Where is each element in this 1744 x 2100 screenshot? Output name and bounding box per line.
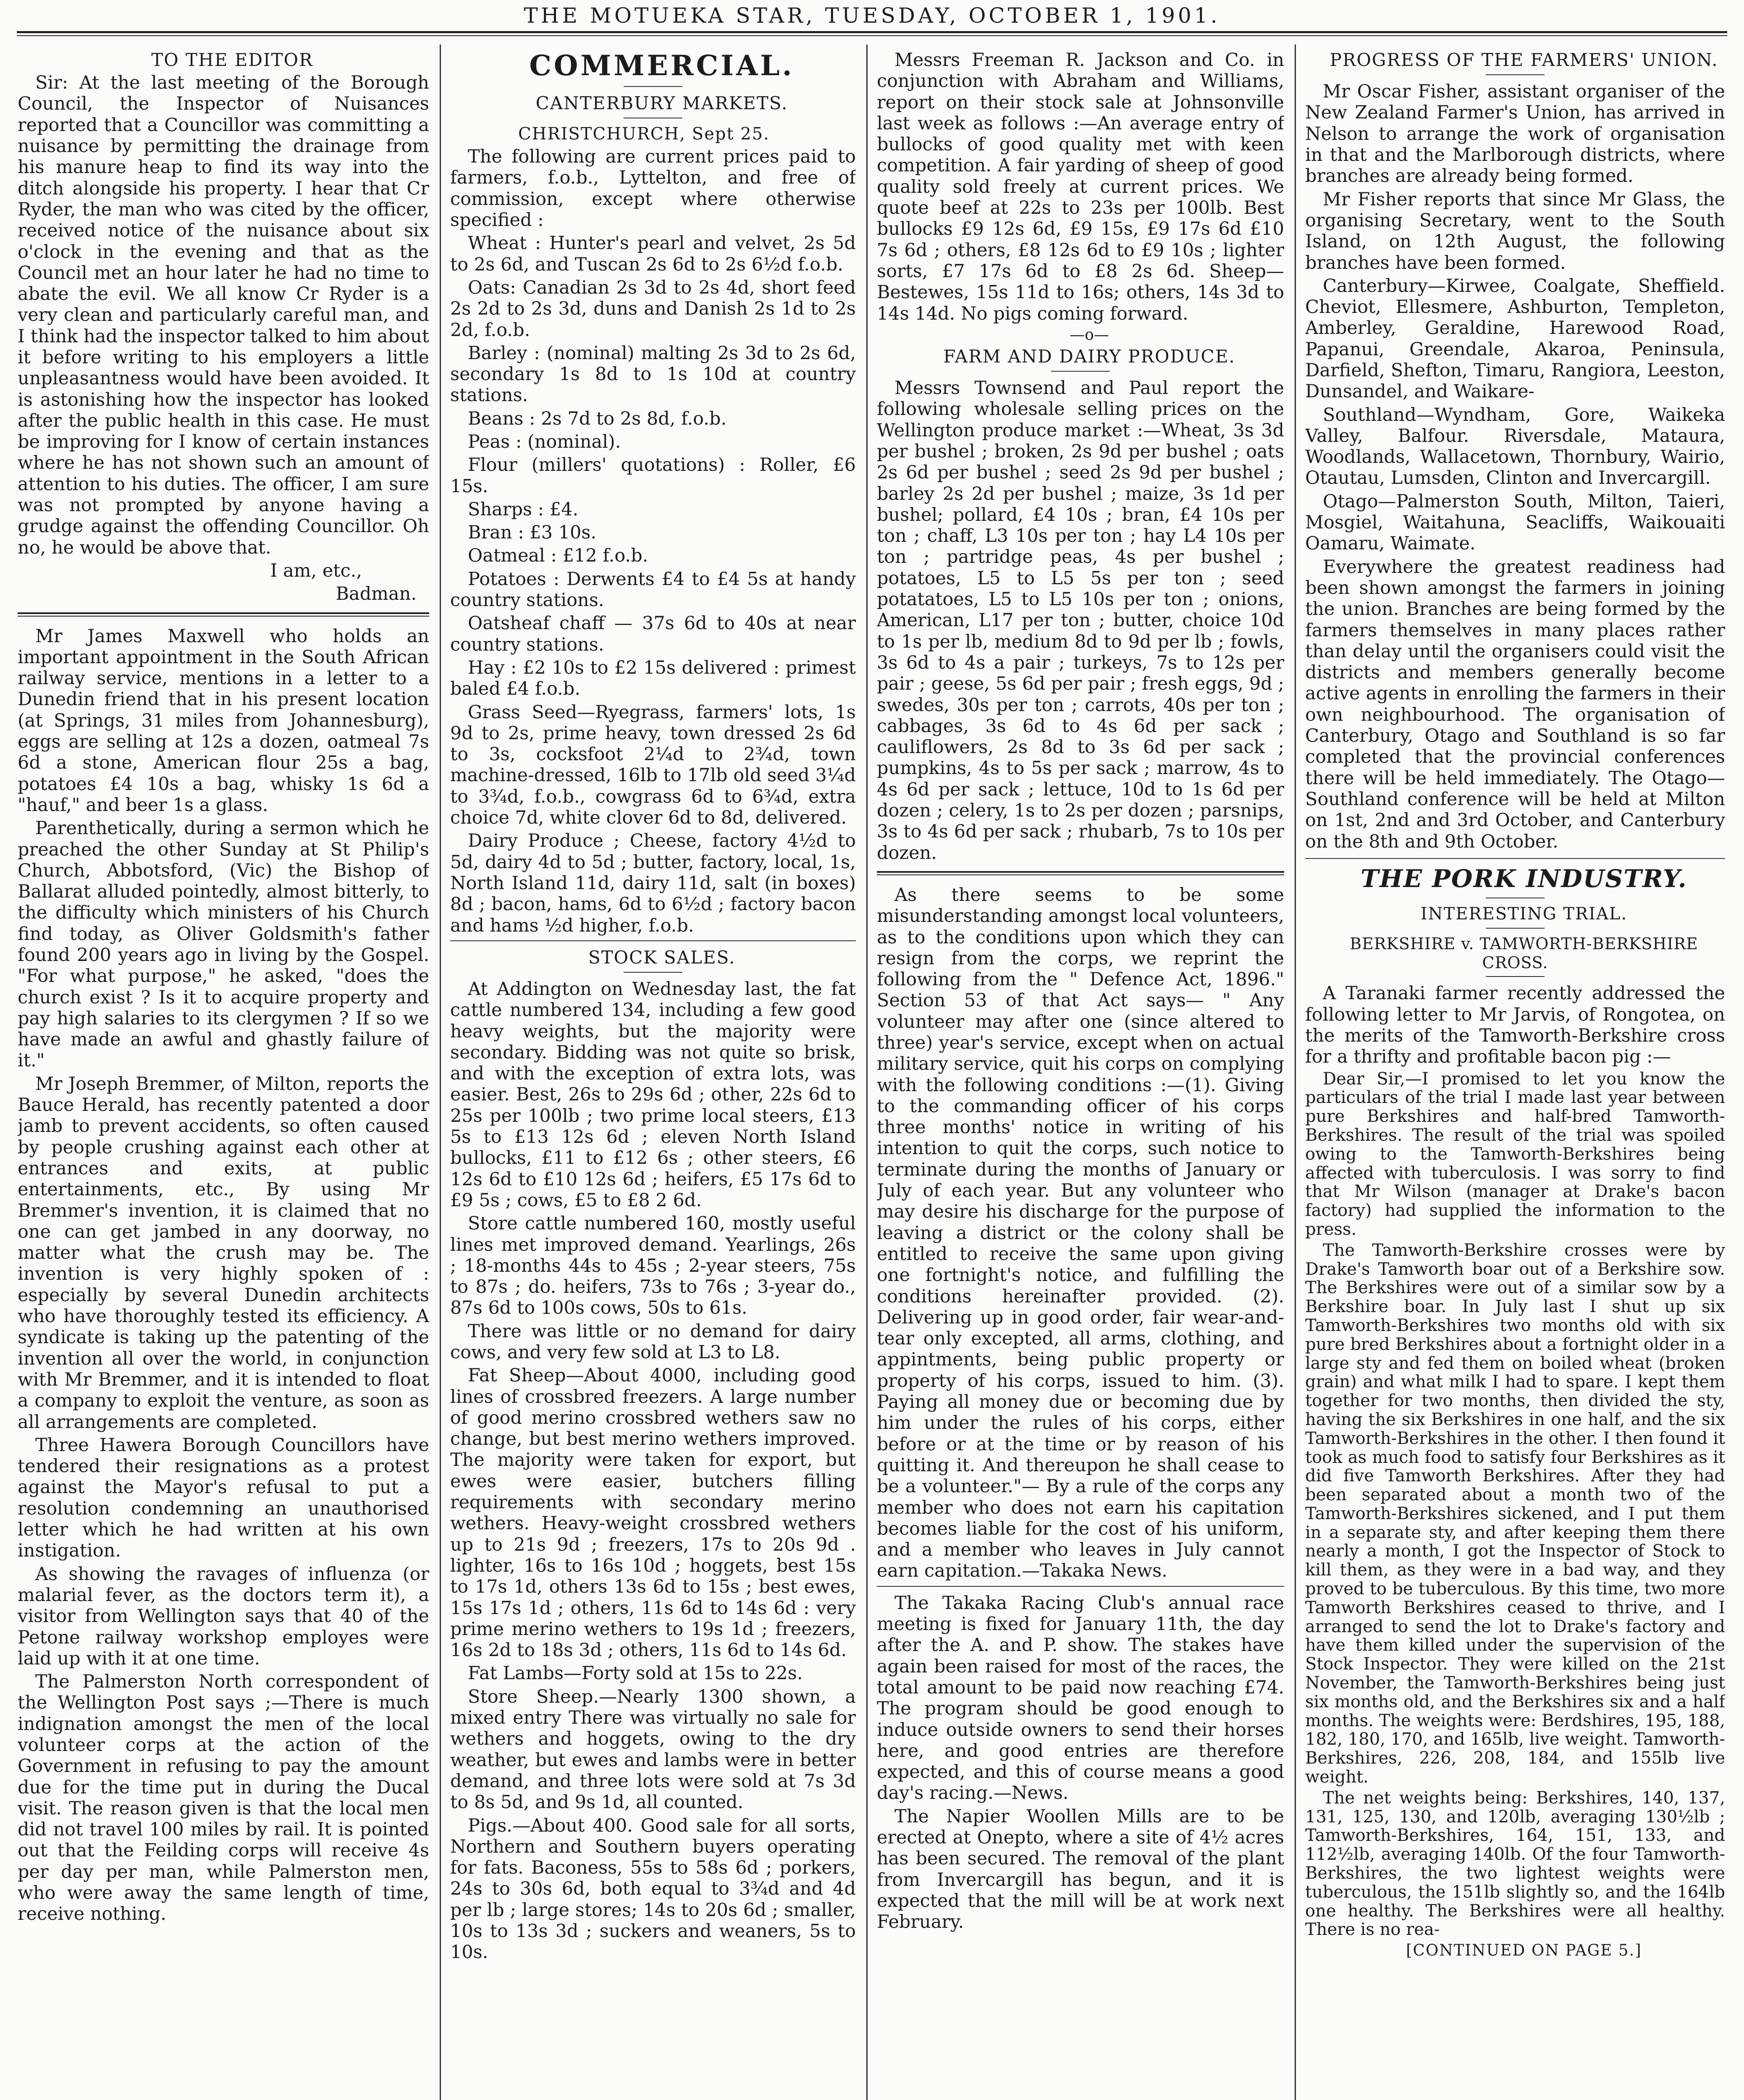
pork-subheading: INTERESTING TRIAL. xyxy=(1420,904,1628,924)
section-rule xyxy=(1305,858,1725,859)
market-wheat: Wheat : Hunter's pearl and velvet, 2s 5d to 2s 6d, and Tuscan 2s 6d to 2s 6½d f.o.b. xyxy=(450,233,856,275)
article-takaka: The Takaka Racing Club's annual race meeting is fixed for January 11th, the day after the A. and P. show. The stakes have again been raised for most of the races, the total amount to be paid now reaching £74. The program should be good enough to induce outside owners to send their horses here, and good entries are therefore expected, and this of course means a good day's racing.—News. xyxy=(877,1592,1284,1804)
article-influenza: As showing the ravages of influenza (or malarial fever, as the doctors term it), a visitor from Wellington says that 40 of the Petone railway workshop employes were laid up with it at one time. xyxy=(18,1563,429,1669)
pork-heading: THE PORK INDUSTRY. xyxy=(1361,864,1687,893)
stock-fat-lambs: Fat Lambs—Forty sold at 15s to 22s. xyxy=(468,1663,803,1684)
markets-intro: The following are current prices paid to farmers, f.o.b., Lyttelton, and free of commission, except where otherwise specified : xyxy=(450,146,856,231)
column-3 xyxy=(877,50,1284,2100)
market-flour: Flour (millers' quotations) : Roller, £6 15s. xyxy=(450,454,856,497)
markets-heading: CANTERBURY MARKETS. xyxy=(535,93,788,114)
pork-letter-1: Dear Sir,—I promised to let you know the particulars of the trial I made last year between pure Berkshires and half-bred Tamworth-Berkshires. The result of the trial was spoiled owing to the Tamworth-Berkshires being affected with tuberculosis. I was sorry to find that Mr Wilson (manager at Drake's bacon factory) had supplied the information to the press. xyxy=(1305,1069,1725,1239)
market-hay: Hay : £2 10s to £2 15s delivered : primest baled £4 f.o.b. xyxy=(450,657,856,700)
editor-letter: Sir: At the last meeting of the Borough Council, the Inspector of Nuisances reported that a Councillor was committing a nuisance by permitting the drainage from his manure heap to find its way into the ditch alongside his property. I hear that Cr Ryder, the man who was cited by the officer, received notice of the nuisance about six o'clock in the evening and that as the Council met an hour later he had no time to abate the evil. We all know Cr Ryder is a very clean and particularly careful man, and I think had the inspector talked to him about it before writing to his employers a little unpleasantness would have been avoided. It is astonishing how the inspector has looked after the public health in this case. He must be improving for I know of certain instances where he has not shown such an amount of attention to his duties. The officer, I am sure was not prompted by anyone having a grudge against the offending Councillor. Oh no, he would be above that. xyxy=(18,72,429,558)
editor-signoff: I am, etc., xyxy=(270,560,362,581)
column-rule-3 xyxy=(1295,45,1296,2100)
editor-heading: TO THE EDITOR xyxy=(151,50,313,70)
dateline: CHRISTCHURCH, Sept 25. xyxy=(518,124,770,144)
market-dairy: Dairy Produce ; Cheese, factory 4½d to 5d, dairy 4d to 5d ; butter, factory, local, 1s, North Island 11d, dairy 11d, salt (in boxes) 8d ; bacon, hams, 6d to 6½d ; factory bacon and hams ½d higher, f.o.b. xyxy=(450,830,856,936)
stock-fat-sheep: Fat Sheep—About 4000, including good lines of crossbred freezers. A large number of good merino crossbred wethers saw no change, but best merino wethers improved. The majority were taken for export, but ewes were easier, butchers filling requirements with secondary merino wethers. Heavy-weight crossbred wethers up to 21s 9d ; freezers, 17s to 20s 9d . lighter, 16s to 16s 10d ; hoggets, best 15s to 17s 1d, others 13s 6d to 15s ; best ewes, 15s 17s 1d ; others, 11s 6d to 14s 6d : very prime merino wethers to 19s 1d ; freezers, 16s 2d to 18s 3d ; others, 11s 6d to 14s 6d. xyxy=(450,1365,856,1661)
farm-heading: FARM AND DAIRY PRODUCE. xyxy=(943,346,1235,367)
short-rule xyxy=(1486,74,1545,75)
section-rule xyxy=(18,612,429,617)
continued-notice: [CONTINUED ON PAGE 5.] xyxy=(1406,1941,1642,1960)
stock-store-cattle: Store cattle numbered 160, mostly useful lines met improved demand. Yearlings, 26s ; 18-months 44s to 45s ; 2-year steers, 75s to 87s ; do. heifers, 73s to 76s ; 3-year do., 87s 6d to 100s cows, 50s to 61s. xyxy=(450,1213,856,1319)
editor-name: Badman. xyxy=(336,583,417,605)
pork-letter-3: The net weights being: Berkshires, 140, 137, 131, 125, 130, and 120lb, averaging 130½lb ; Tamworth-Berkshires, 164, 151, 133, and 112½lb, averaging 140lb. Of the four Tamworth-Berkshires, the two lightest weights were tuberculous, the 151lb slightly so, and the 164lb one healthy. The Berkshires were all healthy. There is no rea- xyxy=(1305,1788,1725,1940)
article-volunteers: As there seems to be some misunderstanding amongst local volunteers, as to the conditions upon which they can resign from the corps, we reprint the following from the " Defence Act, 1896." Section 53 of that Act says— " Any volunteer may after one (since altered to three) year's service, except when on actual military service, quit his corps on complying with the following conditions :—(1). Giving to the commanding officer of his corps three months' notice in writing of his intention to quit the corps, such notice to terminate during the months of January or July of each year. But any volunteer who may desire his discharge for the purpose of leaving a district or the colony shall be entitled to receive the same upon giving one fortnight's notice, and fulfilling the conditions hereinafter provided. (2). Delivering up in good order, fair wear-and-tear only excepted, all arms, clothing, and appintments, being public property or property of his corps, issued to him. (3). Paying all money due or becoming due by him under the rules of his corps, either before or at the time or by reason of his quitting it. And thereupon he shall cease to be a volunteer."— By a rule of the corps any member who does not earn his capitation becomes liable for the cost of his uniform, and a member who leaves in July cannot earn capitation.—Takaka News. xyxy=(877,884,1284,1582)
market-bran: Bran : £3 10s. xyxy=(468,522,597,543)
column-rule-1 xyxy=(440,45,441,2100)
section-rule xyxy=(877,1586,1284,1587)
union-canterbury: Canterbury—Kirwee, Coalgate, Sheffield. Cheviot, Ellesmere, Ashburton, Templeton, Amberley, Geraldine, Harewood Road, Papanui, Greendale, Akaroa, Peninsula, Darfield, Shefton, Timaru, Rangiora, Leeston, Dunsandel, and Waikare- xyxy=(1305,275,1725,402)
column-1 xyxy=(18,50,429,2100)
farm-produce: Messrs Townsend and Paul report the following wholesale selling prices on the Wellington produce market :—Wheat, 3s 3d per bushel ; broken, 2s 9d per bushel ; oats 2s 6d per bushel ; seed 2s 9d per bushel ; barley 2s 2d per bushel ; maize, 3s 1d per bushel; pollard, £4 10s ; bran, £4 10s per ton ; chaff, L3 10s per ton ; hay L4 10s per ton ; partridge peas, 4s per bushel ; potatoes, L5 to L5 5s per ton ; seed potatatoes, L5 to L5 10s per ton ; onions, American, L17 per ton ; butter, choice 10d to 1s per lb, medium 8d to 9d per lb ; fowls, 3s 6d to 4s a pair ; turkeys, 7s to 12s per pair ; geese, 5s 6d per pair ; fresh eggs, 9d ; swedes, 30s per ton ; carrots, 40s per ton ; cabbages, 3s 6d to 4s 6d per sack ; cauliflowers, 2s 8d to 3s 6d per sack ; pumpkins, 4s to 5s per sack ; marrow, 4s to 4s 6d per sack ; lettuce, 10d to 1s 6d per dozen ; celery, 1s to 2s per dozen ; parsnips, 3s to 4s 6d per sack ; rhubarb, 7s to 10s per dozen. xyxy=(877,378,1284,864)
article-sermon: Parenthetically, during a sermon which he preached the other Sunday at St Philip's Church, Abbotsford, (Vic) the Bishop of Ballarat alluded pointedly, almost bitterly, to the difficulty which ministers of his Church find today, as Oliver Goldsmith's father found 200 years ago in living by the Gospel. "For what purpose," he asked, "does the church exist ? Is it to acquire property and pay high salaries to its clergymen ? If so we have made an awful and ghastly failure of it." xyxy=(18,818,429,1071)
masthead-rule xyxy=(17,31,1727,36)
column-2 xyxy=(450,50,856,2100)
section-rule xyxy=(877,871,1284,875)
market-beans: Beans : 2s 7d to 2s 8d, f.o.b. xyxy=(468,408,727,429)
market-grass-seed: Grass Seed—Ryegrass, farmers' lots, 1s 9d to 2s, prime heavy, town dressed 2s 6d to 3s, cocksfoot 2¼d to 2¾d, town machine-dressed, 16lb to 17lb old seed 3¼d to 3¾d, f.o.b., cowgrass 6d to 6¾d, extra choice 7d, white clover 6d to 8d, delivered. xyxy=(450,701,856,829)
short-rule xyxy=(1486,976,1545,977)
stock-dairy-cows: There was little or no demand for dairy cows, and very few sold at L3 to L8. xyxy=(450,1320,856,1363)
union-para-2: Mr Fisher reports that since Mr Glass, the organising Secretary, went to the South Island, on 12th August, the following branches have been formed. xyxy=(1305,189,1725,273)
section-rule xyxy=(450,940,856,941)
pork-subheading-2: BERKSHIRE v. TAMWORTH-BERKSHIRE CROSS. xyxy=(1350,934,1698,972)
short-rule xyxy=(1486,928,1545,929)
stock-heading: STOCK SALES. xyxy=(588,947,736,968)
market-sharps: Sharps : £4. xyxy=(468,499,579,520)
union-southland: Southland—Wyndham, Gore, Waikeka Valley, Balfour. Riversdale, Mataura, Woodlands, Wallacetown, Thornbury, Wairio, Otautau, Lumsden, Clinton and Invercargill. xyxy=(1305,404,1725,489)
stock-pigs: Pigs.—About 400. Good sale for all sorts, Northern and Southern buyers operating for fats. Baconess, 55s to 58s 6d ; porkers, 24s to 30s 6d, both equal to 3¾d and 4d per lb ; large stores; 14s to 20s 6d ; smaller, 10s to 13s 3d ; suckers and weaners, 5s to 10s. xyxy=(450,1815,856,1963)
market-chaff: Oatsheaf chaff — 37s 6d to 40s at near country stations. xyxy=(450,613,856,655)
short-rule xyxy=(624,86,682,87)
union-heading: PROGRESS OF THE FARMERS' UNION. xyxy=(1330,50,1718,70)
divider: —o— xyxy=(1070,326,1109,344)
pork-letter-2: The Tamworth-Berkshire crosses were by Drake's Tamworth boar out of a Berkshire sow. The Berkshires were out of a similar sow by a Berkshire boar. In July last I shut up six Tamworth-Berkshires two months old with six pure bred Berkshires about a fortnight older in a large sty and fed them on boiled wheat (broken grain) and what milk I had to spare. I kept them together for two months, then divided the sty, having the six Berkshires in one half, and the six Tamworth-Berkshires in the other. I then found it took as much food to satisfy four Berkshires as it did five Tamworth Berkshires. After they had been separated about a month two of the Tamworth-Berkshires sickened, and I put them in a separate sty, and after keeping them there nearly a month, I got the Inspector of Stock to kill them, as they were in a bad way, and they proved to be tuberculous. By this time, two more Tamworth Berkshires ceased to thrive, and I arranged to send the lot to Drake's factory and have them killed under the supervision of the Stock Inspector. They were killed on the 21st November, the Tamworth-Berkshires being just six months old, and the Berkshires six and a half months. The weights were: Berdshires, 195, 188, 182, 180, 170, and 165lb, live weight. Tamworth-Berkshires, 226, 208, 184, and 155lb live weight. xyxy=(1305,1240,1725,1787)
article-napier: The Napier Woollen Mills are to be erected at Onepto, where a site of 4½ acres has been secured. The removal of the plant from Invercargill has begun, and it is expected that the mill will be at work next February. xyxy=(877,1806,1284,1933)
short-rule xyxy=(624,972,682,973)
market-potatoes: Potatoes : Derwents £4 to £4 5s at handy country stations. xyxy=(450,568,856,611)
masthead: THE MOTUEKA STAR, TUESDAY, OCTOBER 1, 1901. xyxy=(524,3,1220,28)
column-4 xyxy=(1305,50,1725,2100)
union-otago: Otago—Palmerston South, Milton, Taieri, Mosgiel, Waitahuna, Seacliffs, Waikouaiti Oamaru, Waimate. xyxy=(1305,491,1725,554)
market-oats: Oats: Canadian 2s 3d to 2s 4d, short feed 2s 2d to 2s 3d, duns and Danish 2s 1d to 2s 2d, f.o.b. xyxy=(450,277,856,341)
pork-intro: A Taranaki farmer recently addressed the following letter to Mr Jarvis, of Rongotea, on the merits of the Tamworth-Berkshire cross for a thrifty and profitable bacon pig :— xyxy=(1305,983,1725,1068)
article-johnsonville: Messrs Freeman R. Jackson and Co. in conjunction with Abraham and Williams, report on their stock sale at Johnsonville last week as follows :—An average entry of bullocks of good quality met with keen competition. A fair yarding of sheep of good quality sold freely at current prices. We quote beef at 22s to 23s per 100lb. Best bullocks £9 12s 6d, £9 15s, £9 17s 6d £10 7s 6d ; others, £8 12s 6d to £9 10s ; lighter sorts, £7 17s 6d to £8 2s 6d. Sheep—Bestewes, 15s 11d to 16s; others, 14s 3d to 14s 14d. No pigs coming forward. xyxy=(877,50,1284,324)
stock-store-sheep: Store Sheep.—Nearly 1300 shown, a mixed entry There was virtually no sale for wethers and hoggets, owing to the dry weather, but ewes and lambs were in better demand, and three lots were sold at 7s 3d to 8s 5d, and 9s 1d, all counted. xyxy=(450,1686,856,1813)
market-oatmeal: Oatmeal : £12 f.o.b. xyxy=(468,545,648,567)
stock-cattle: At Addington on Wednesday last, the fat cattle numbered 134, including a few good heavy weights, but the majority were secondary. Bidding was not quite so brisk, and with the exception of extra lots, was easier. Best, 26s to 29s 6d ; other, 22s 6d to 25s per 100lb ; two prime local steers, £13 5s to £13 12s 6d ; eleven North Island bullocks, £11 to £12 6s ; other steers, £6 12s 6d to £10 12s 6d ; heifers, £5 17s 6d to £9 5s ; cows, £5 to £8 2 6d. xyxy=(450,978,856,1211)
commercial-heading: COMMERCIAL. xyxy=(529,50,795,82)
article-maxwell: Mr James Maxwell who holds an important appointment in the South African railway service, mentions in a letter to a Dunedin friend that in his present location (at Springs, 31 miles from Johannesburg), eggs are selling at 12s a dozen, oatmeal 7s 6d a stone, American flour 25s a bag, potatoes £4 10s a bag, whisky 1s 6d a "hauf," and beer 1s a glass. xyxy=(18,625,429,816)
short-rule xyxy=(1051,371,1110,372)
article-bremmer: Mr Joseph Bremmer, of Milton, reports the Bauce Herald, has recently patented a door jamb to prevent accidents, so often caused by people crushing against each other at entrances and exits, at public entertainments, etc., By using Mr Bremmer's invention, it is claimed that no one can get jambed in any doorway, no matter what the crush may be. The invention is very highly spoken of : especially by several Dunedin architects who have thoroughly tested its efficiency. A syndicate is taking up the patenting of the invention all over the world, in conjunction with Mr Bremmer, and it is intended to float a company to exploit the venture, as soon as all arrangements are completed. xyxy=(18,1073,429,1433)
market-peas: Peas : (nominal). xyxy=(468,431,621,452)
article-hawera: Three Hawera Borough Councillors have tendered their resignations as a protest against the Mayor's refusal to put a resolution condemning an unauthorised letter which he had written at his own instigation. xyxy=(18,1434,429,1562)
column-rule-2 xyxy=(866,45,868,2100)
article-palmerston: The Palmerston North correspondent of the Wellington Post says ;—There is much indignation amongst the men of the local volunteer corps at the action of the Government in refusing to pay the amount due for the time put in during the Ducal visit. The reason given is that the local men did not travel 100 miles by rail. It is pointed out that the Feilding corps will receive 4s per day per man, while Palmerston men, who were away the same length of time, receive nothing. xyxy=(18,1671,429,1925)
union-para-3: Everywhere the greatest readiness had been shown amongst the farmers in joining the union. Branches are being formed by the farmers themselves in many places rather than delay until the organisers could visit the districts and members generally become active agents in enrolling the farmers in their own neighbourhood. The organisation of Canterbury, Otago and Southland is so far completed that the provincial conferences there will be held immediately. The Otago—Southland conference will be held at Milton on 1st, 2nd and 3rd October, and Canterbury on the 8th and 9th October. xyxy=(1305,556,1725,852)
union-para-1: Mr Oscar Fisher, assistant organiser of the New Zealand Farmer's Union, has arrived in Nelson to arrange the work of organisation in that and the Marlborough districts, where branches are already being formed. xyxy=(1305,81,1725,187)
market-barley: Barley : (nominal) malting 2s 3d to 2s 6d, secondary 1s 8d to 1s 10d at country stations. xyxy=(450,342,856,406)
